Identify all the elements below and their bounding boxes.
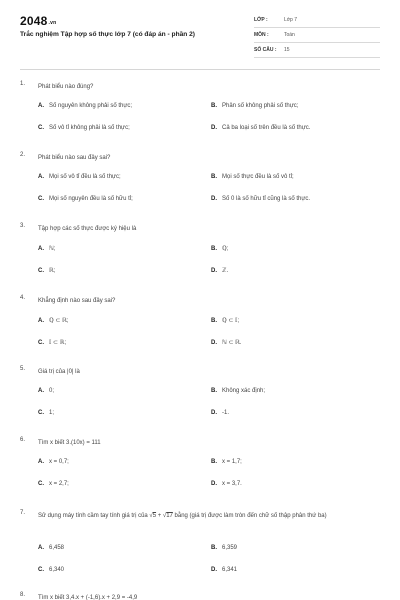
question-number: 8. xyxy=(20,592,26,598)
meta-count-label: SỐ CÂU : xyxy=(254,47,277,53)
option-d[interactable]: D. x = 3,7. xyxy=(211,481,242,487)
meta-subject-value: Toán xyxy=(284,32,295,38)
option-b[interactable]: B. Phân số không phải số thực; xyxy=(211,103,299,109)
header-divider xyxy=(20,69,380,70)
meta-subject-row xyxy=(254,30,380,43)
question-text: Tập hợp các số thực được ký hiệu là xyxy=(38,226,137,232)
question-text: Khẳng định nào sau đây sai? xyxy=(38,298,116,304)
option-d[interactable]: D. 6,341 xyxy=(211,567,238,573)
option-d[interactable]: D. ℕ ⊂ ℝ. xyxy=(211,340,242,346)
meta-grade-label: LỚP : xyxy=(254,17,268,23)
question-number: 7. xyxy=(20,510,26,516)
option-c[interactable]: C. 6,340 xyxy=(38,567,65,573)
question-number: 5. xyxy=(20,366,26,372)
option-c[interactable]: C. 1; xyxy=(38,410,55,416)
question-text: Tìm x biết 3,4.x + (-1,6).x + 2,9 = -4,9 xyxy=(38,595,138,600)
option-b[interactable]: B. 6,359 xyxy=(211,545,238,551)
option-d[interactable]: D. -1. xyxy=(211,410,230,416)
option-a[interactable]: A. ℚ ⊂ ℝ; xyxy=(38,318,69,324)
question-text: Phát biểu nào sau đây sai? xyxy=(38,155,111,161)
option-b[interactable]: B. ℚ; xyxy=(211,246,229,252)
meta-count-value: 15 xyxy=(284,47,290,53)
question-text: Sử dụng máy tính cầm tay tính giá trị của √5 + √17 bằng (giá trị được làm tròn đến chữ số thập phân thứ ba) xyxy=(38,513,327,519)
question-text: Phát biểu nào đúng? xyxy=(38,84,94,90)
option-c[interactable]: C. 𝕀 ⊂ ℝ; xyxy=(38,340,67,346)
option-c[interactable]: C. Mọi số nguyên đều là số hữu tỉ; xyxy=(38,196,133,202)
question-number: 4. xyxy=(20,295,26,301)
option-a[interactable]: A. Mọi số vô tỉ đều là số thực; xyxy=(38,174,121,180)
option-d[interactable]: D. Số 0 là số hữu tỉ cũng là số thực. xyxy=(211,196,311,202)
meta-grade-row xyxy=(254,15,380,28)
option-b[interactable]: B. ℚ ⊂ 𝕀; xyxy=(211,318,240,324)
option-a[interactable]: A. Số nguyên không phải số thực; xyxy=(38,103,133,109)
meta-count-row xyxy=(254,45,380,58)
option-b[interactable]: B. Không xác định; xyxy=(211,388,266,394)
question-number: 1. xyxy=(20,81,26,87)
option-a[interactable]: A. 0; xyxy=(38,388,55,394)
meta-subject-label: MÔN : xyxy=(254,32,269,38)
option-d[interactable]: D. ℤ. xyxy=(211,268,229,274)
option-b[interactable]: B. Mọi số thực đều là số vô tỉ; xyxy=(211,174,294,180)
option-c[interactable]: C. ℝ; xyxy=(38,268,56,274)
option-a[interactable]: A. 6,458 xyxy=(38,545,65,551)
question-text: Giá trị của |0| là xyxy=(38,369,80,375)
option-b[interactable]: B. x = 1,7; xyxy=(211,459,242,465)
option-c[interactable]: C. Số vô tỉ không phải là số thực; xyxy=(38,125,130,131)
option-c[interactable]: C. x = 2,7; xyxy=(38,481,69,487)
page-title: Trắc nghiệm Tập hợp số thực lớp 7 (có đáp án - phần 2) xyxy=(20,31,195,38)
option-d[interactable]: D. Cả ba loại số trên đều là số thực. xyxy=(211,125,311,131)
option-a[interactable]: A. x = 0,7; xyxy=(38,459,69,465)
site-logo[interactable]: 2048.vn xyxy=(20,14,57,28)
question-text: Tìm x biết 3.(10x) = 111 xyxy=(38,440,101,446)
question-number: 3. xyxy=(20,223,26,229)
meta-grade-value: Lớp 7 xyxy=(284,17,298,23)
question-number: 2. xyxy=(20,152,26,158)
question-number: 6. xyxy=(20,437,26,443)
worksheet-header xyxy=(0,0,400,66)
option-a[interactable]: A. ℕ; xyxy=(38,246,56,252)
